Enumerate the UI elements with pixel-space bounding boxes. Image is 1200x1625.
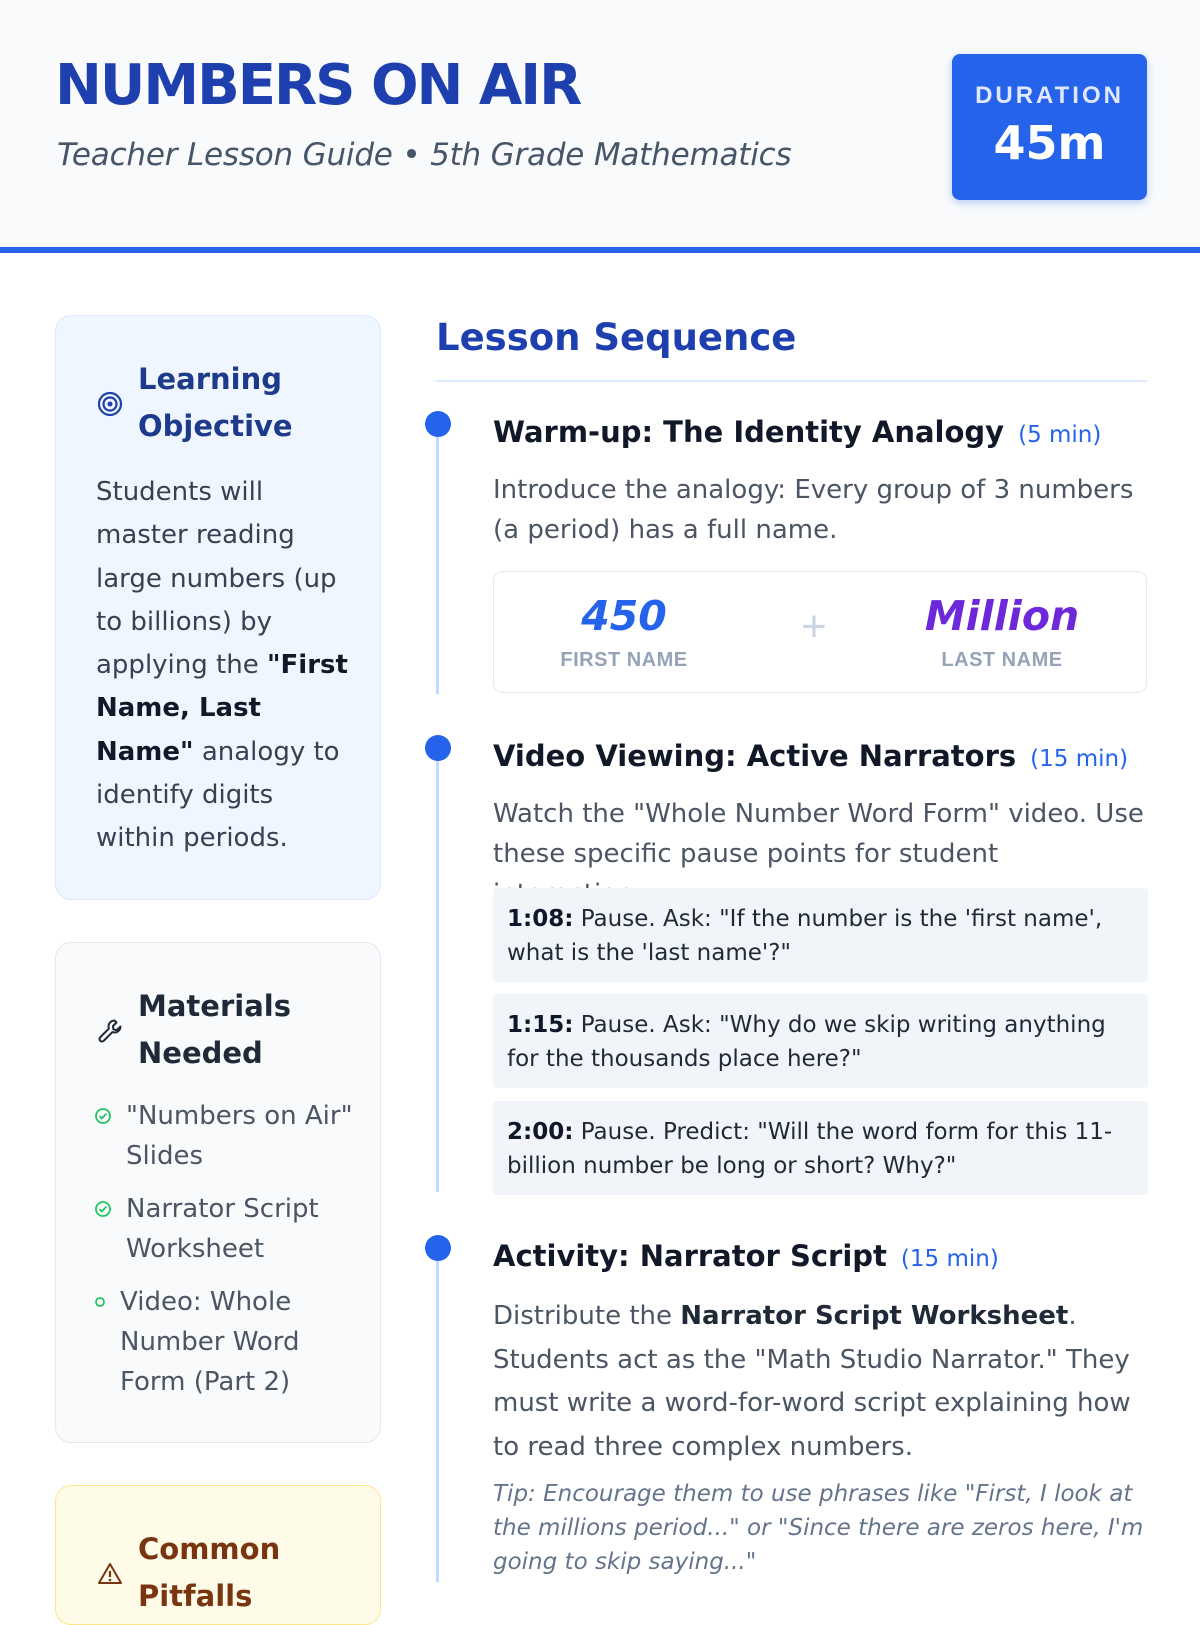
last-name-label: LAST NAME <box>941 649 1063 671</box>
step-title: Warm-up: The Identity Analogy (5 min) <box>493 415 1102 449</box>
timeline-dot <box>425 1235 451 1261</box>
page-subtitle: Teacher Lesson Guide • 5th Grade Mathematics <box>57 137 792 173</box>
plus-sign: + <box>801 602 827 651</box>
list-item <box>94 1282 354 1402</box>
learning-objective-header <box>96 356 358 450</box>
duration-label: DURATION <box>975 82 1124 109</box>
list-item <box>94 1096 354 1176</box>
material-label: Narrator Script Worksheet <box>126 1194 319 1264</box>
common-pitfalls-title: Common Pitfalls <box>138 1532 281 1613</box>
page-title: NUMBERS ON AIR <box>55 53 581 118</box>
duration-value: 45m <box>993 116 1106 170</box>
timeline-dot <box>425 735 451 761</box>
material-label: Video: Whole Number Word Form (Part 2) <box>120 1287 300 1397</box>
materials-title: Materials Needed <box>138 989 291 1070</box>
timeline-line <box>436 423 439 694</box>
check-circle-icon <box>94 1200 112 1218</box>
target-icon <box>96 390 124 418</box>
first-name-value: 450 <box>581 592 667 640</box>
step-description: Distribute the Narrator Script Worksheet. Students act as the "Math Studio Narrator." They must write a word-for-word script explaining how to read three complex numbers. <box>493 1301 1131 1462</box>
pause-point: 1:15: Pause. Ask: "Why do we skip writing anything for the thousands place here?" <box>493 994 1148 1088</box>
lesson-sequence-title: Lesson Sequence <box>436 316 797 359</box>
step-title: Activity: Narrator Script (15 min) <box>493 1239 999 1273</box>
pause-timestamp: 2:00: <box>507 1119 574 1145</box>
learning-objective-text: Students will master reading large numbers (up to billions) by applying the "First Name, Last Name" analogy to identify digits within periods. <box>96 477 348 854</box>
pause-point: 1:08: Pause. Ask: "If the number is the 'first name', what is the 'last name'?" <box>493 888 1148 982</box>
learning-objective-card <box>55 315 381 900</box>
page-header <box>0 0 1200 253</box>
teacher-tip: Tip: Encourage them to use phrases like "First, I look at the millions period..." or "Since there are zeros here, I'm going to skip saying..." <box>493 1481 1144 1575</box>
step-description: Watch the "Whole Number Word Form" video. Use these specific pause points for student <box>493 799 1144 869</box>
circle-bullet-icon <box>94 1293 106 1311</box>
common-pitfalls-card <box>55 1485 381 1625</box>
step-description: Introduce the analogy: Every group of 3 numbers (a period) has a full name. <box>493 475 1134 545</box>
materials-list <box>94 1096 354 1415</box>
materials-header <box>96 983 358 1077</box>
pause-timestamp: 1:08: <box>507 906 574 932</box>
timeline-line <box>436 1247 439 1582</box>
step-title: Video Viewing: Active Narrators (15 min) <box>493 739 1129 773</box>
last-name-value: Million <box>924 592 1080 640</box>
step-duration: (15 min) <box>900 1246 999 1272</box>
wrench-icon <box>96 1017 124 1045</box>
first-name-label: FIRST NAME <box>560 649 688 671</box>
timeline-dot <box>425 411 451 437</box>
check-circle-icon <box>94 1107 112 1125</box>
warning-icon <box>96 1560 124 1588</box>
section-divider <box>436 380 1147 382</box>
common-pitfalls-header <box>96 1526 358 1620</box>
identity-analogy-box <box>493 571 1147 693</box>
step-duration: (5 min) <box>1018 422 1102 448</box>
pause-point: 2:00: Pause. Predict: "Will the word form for this 11-billion number be long or short? Why?" <box>493 1101 1148 1195</box>
list-item <box>94 1189 354 1269</box>
timeline-line <box>436 747 439 1192</box>
step-duration: (15 min) <box>1030 746 1129 772</box>
material-label: "Numbers on Air" Slides <box>126 1101 353 1171</box>
learning-objective-title: Learning Objective <box>138 362 293 443</box>
materials-card <box>55 942 381 1443</box>
duration-badge <box>952 54 1147 200</box>
pause-timestamp: 1:15: <box>507 1012 574 1038</box>
